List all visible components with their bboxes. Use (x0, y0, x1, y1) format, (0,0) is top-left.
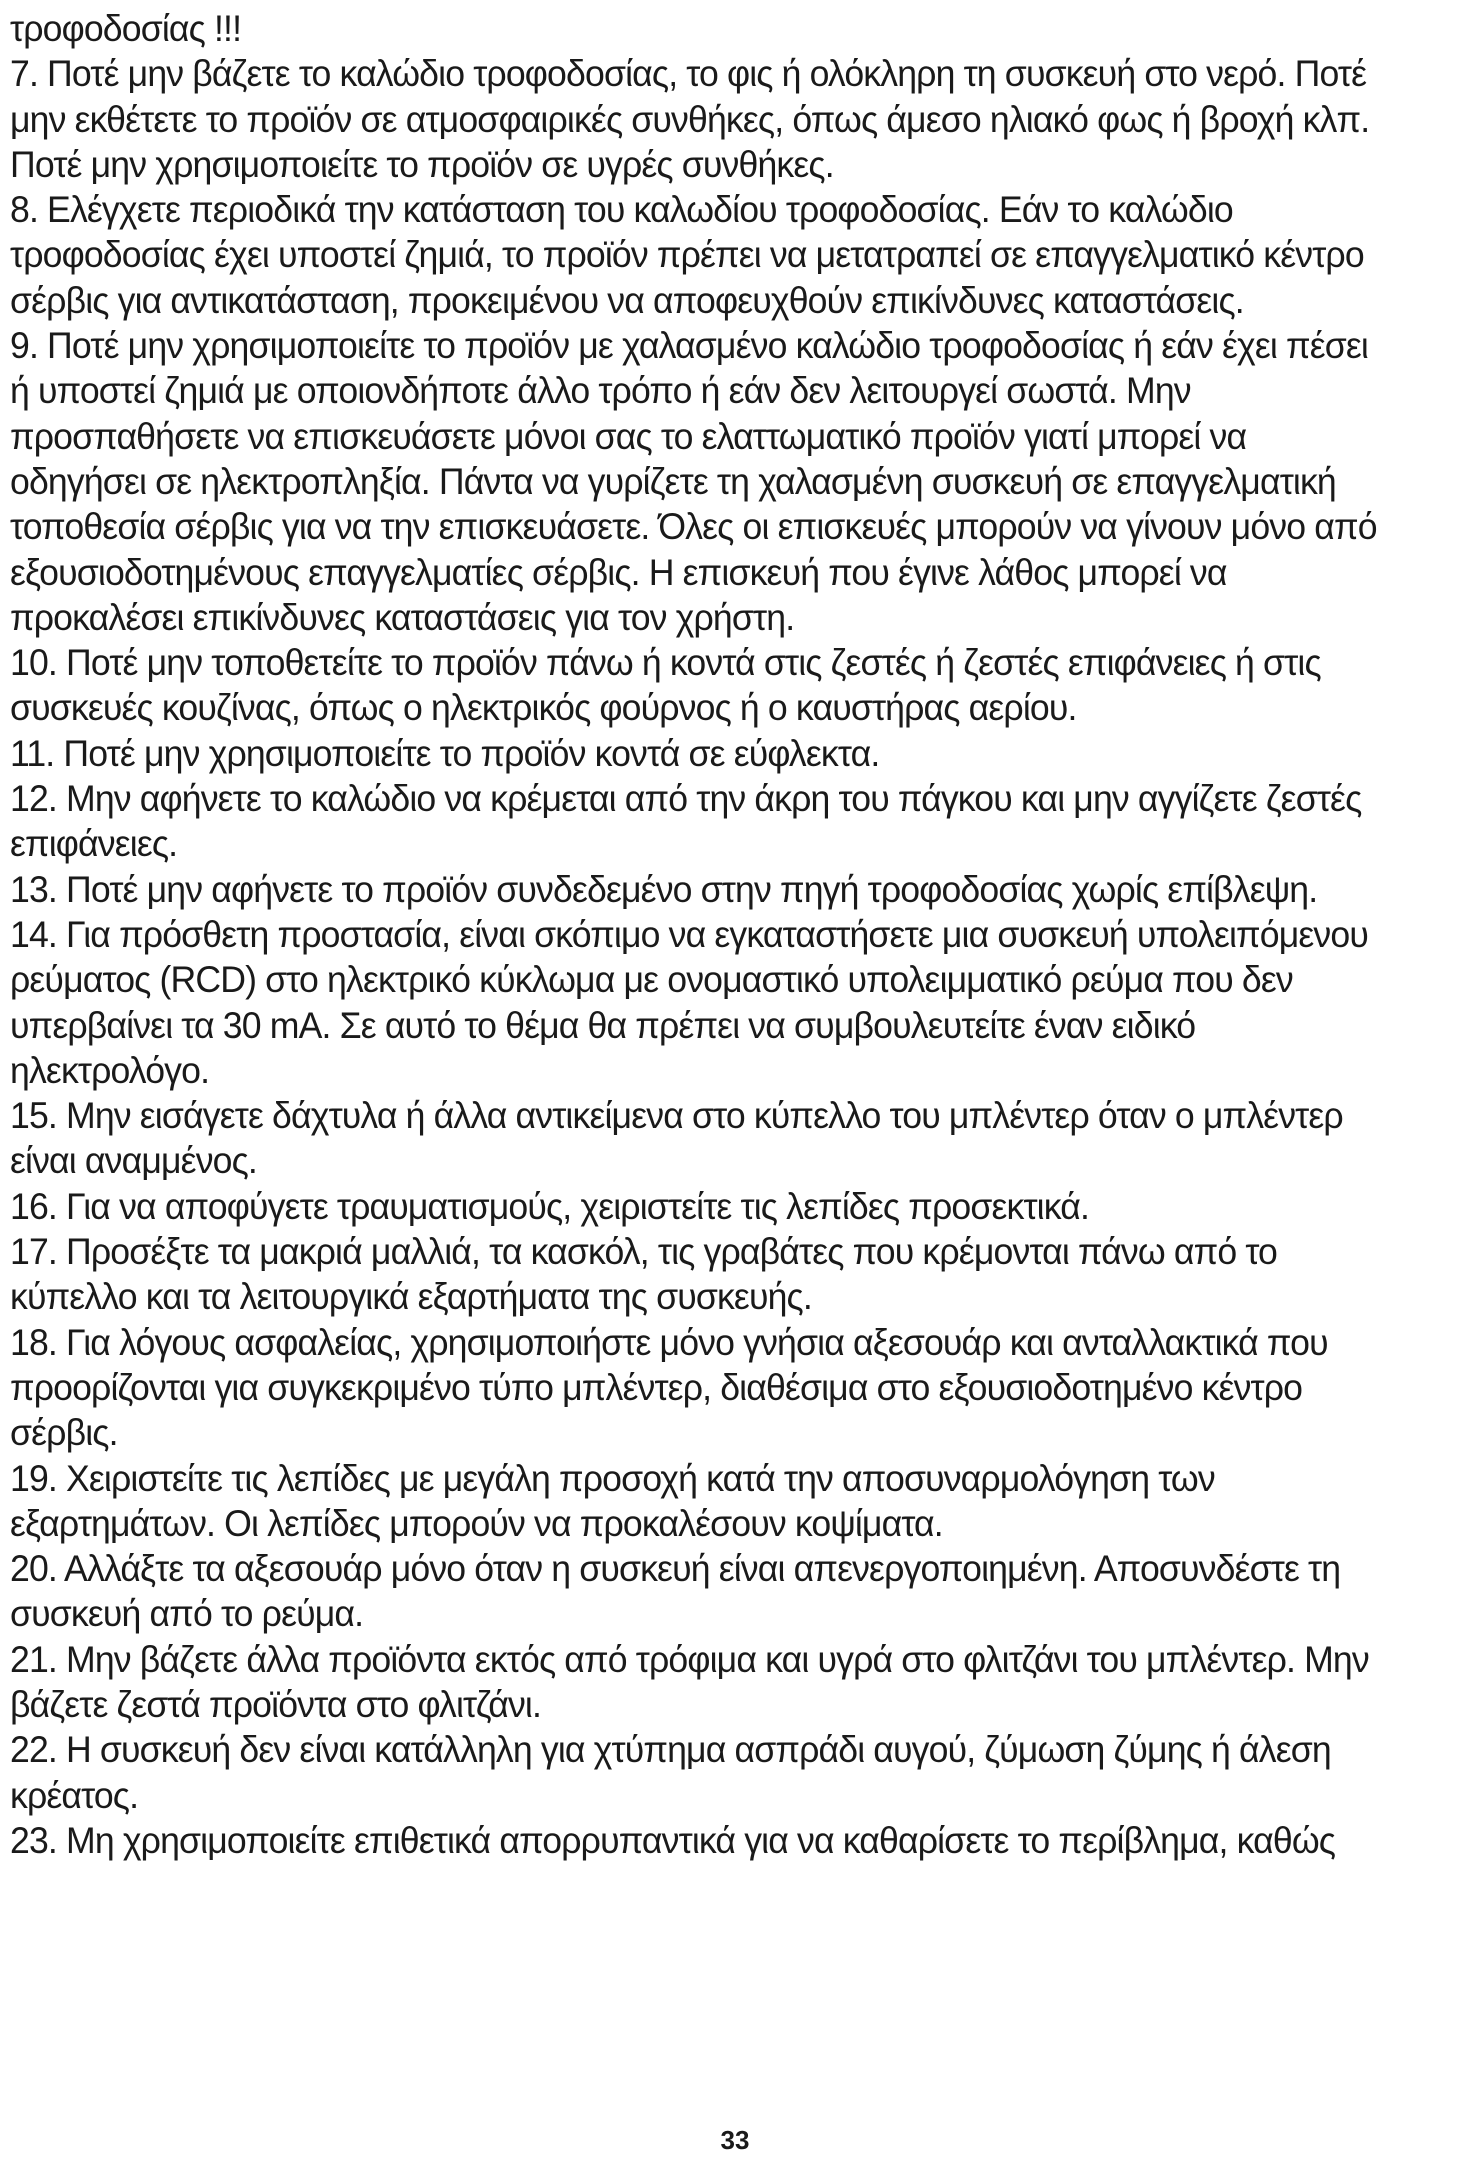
paragraph-item-9: 9. Ποτέ μην χρησιμοποιείτε το προϊόν με χαλασμένο καλώδιο τροφοδοσίας ή εάν έχει πέσει ή υποστεί ζημιά με οποιονδήποτε άλλο τρόπο ή εάν δεν λειτουργεί σωστά. Μην προσπαθήσετε να επισκευάσετε μόνοι σας το ελαττωματικό προϊόν γιατί μπορεί να οδηγήσει σε ηλεκτροπληξία. Πάντα να γυρίζετε τη χαλασμένη συσκευή σε επαγγελματική τοποθεσία σέρβις για να την επισκευάσετε. Όλες οι επισκευές μπορούν να γίνουν μόνο από εξουσιοδοτημένους επαγγελματίες σέρβις. Η επισκευή που έγινε λάθος μπορεί να προκαλέσει επικίνδυνες καταστάσεις για τον χρήστη. (10, 324, 1377, 638)
paragraph-item-10: 10. Ποτέ μην τοποθετείτε το προϊόν πάνω ή κοντά στις ζεστές ή ζεστές επιφάνειες ή στις συσκευές κουζίνας, όπως ο ηλεκτρικός φούρνος ή ο καυστήρας αερίου. (10, 641, 1321, 729)
paragraph-item-21: 21. Μην βάζετε άλλα προϊόντα εκτός από τρόφιμα και υγρά στο φλιτζάνι του μπλέντερ. Μην βάζετε ζεστά προϊόντα στο φλιτζάνι. (10, 1637, 1369, 1725)
paragraph-item-18: 18. Για λόγους ασφαλείας, χρησιμοποιήστε μόνο γνήσια αξεσουάρ και ανταλλακτικά που προορίζονται για συγκεκριμένο τύπο μπλέντερ, διαθέσιμα στο εξουσιοδοτημένο κέντρο σέρβις. (10, 1320, 1328, 1454)
paragraph-item-22: 22. Η συσκευή δεν είναι κατάλληλη για χτύπημα ασπράδι αυγού, ζύμωση ζύμης ή άλεση κρέατος. (10, 1728, 1331, 1816)
paragraph-item-20: 20. Αλλάξτε τα αξεσουάρ μόνο όταν η συσκευή είναι απενεργοποιημένη. Αποσυνδέστε τη συσκευή από το ρεύμα. (10, 1547, 1341, 1635)
paragraph-item-7: 7. Ποτέ μην βάζετε το καλώδιο τροφοδοσίας, το φις ή ολόκληρη τη συσκευή στο νερό. Ποτέ μην εκθέτετε το προϊόν σε ατμοσφαιρικές συνθήκες, όπως άμεσο ηλιακό φως ή βροχή κλπ. Ποτέ μην χρησιμοποιείτε το προϊόν σε υγρές συνθήκες. (10, 52, 1370, 185)
paragraph-item-19: 19. Χειριστείτε τις λεπίδες με μεγάλη προσοχή κατά την αποσυναρμολόγηση των εξαρτημάτων. Οι λεπίδες μπορούν να προκαλέσουν κοψίματα. (10, 1456, 1215, 1544)
document-body (10, 6, 1388, 1863)
paragraph-item-14: 14. Για πρόσθετη προστασία, είναι σκόπιμο να εγκαταστήσετε μια συσκευή υπολειπόμενου ρεύματος (RCD) στο ηλεκτρικό κύκλωμα με ονομαστικό υπολειμματικό ρεύμα που δεν υπερβαίνει τα 30 mA. Σε αυτό το θέμα θα πρέπει να συμβουλευτείτε έναν ειδικό ηλεκτρολόγο. (10, 912, 1368, 1091)
page-number: 33 (720, 2125, 750, 2155)
paragraph-item-8: 8. Ελέγχετε περιοδικά την κατάσταση του καλωδίου τροφοδοσίας. Εάν το καλώδιο τροφοδοσίας έχει υποστεί ζημιά, το προϊόν πρέπει να μετατραπεί σε επαγγελματικό κέντρο σέρβις για αντικατάσταση, προκειμένου να αποφευχθούν επικίνδυνες καταστάσεις. (10, 188, 1364, 321)
paragraph-item-23: 23. Μη χρησιμοποιείτε επιθετικά απορρυπαντικά για να καθαρίσετε το περίβλημα, καθώς (10, 1818, 1336, 1861)
paragraph-item-16: 16. Για να αποφύγετε τραυματισμούς, χειριστείτε τις λεπίδες προσεκτικά. (10, 1184, 1090, 1227)
paragraph-item-11: 11. Ποτέ μην χρησιμοποιείτε το προϊόν κοντά σε εύφλεκτα. (10, 731, 880, 774)
paragraph-item-15: 15. Μην εισάγετε δάχτυλα ή άλλα αντικείμενα στο κύπελλο του μπλέντερ όταν ο μπλέντερ είναι αναμμένος. (10, 1094, 1343, 1182)
paragraph-item-12: 12. Μην αφήνετε το καλώδιο να κρέμεται από την άκρη του πάγκου και μην αγγίζετε ζεστές επιφάνειες. (10, 777, 1362, 865)
paragraph-continuation: τροφοδοσίας !!! (10, 7, 242, 49)
paragraph-item-13: 13. Ποτέ μην αφήνετε το προϊόν συνδεδεμένο στην πηγή τροφοδοσίας χωρίς επίβλεψη. (10, 867, 1318, 910)
paragraph-item-17: 17. Προσέξτε τα μακριά μαλλιά, τα κασκόλ, τις γραβάτες που κρέμονται πάνω από το κύπελλο και τα λειτουργικά εξαρτήματα της συσκευής. (10, 1230, 1278, 1318)
